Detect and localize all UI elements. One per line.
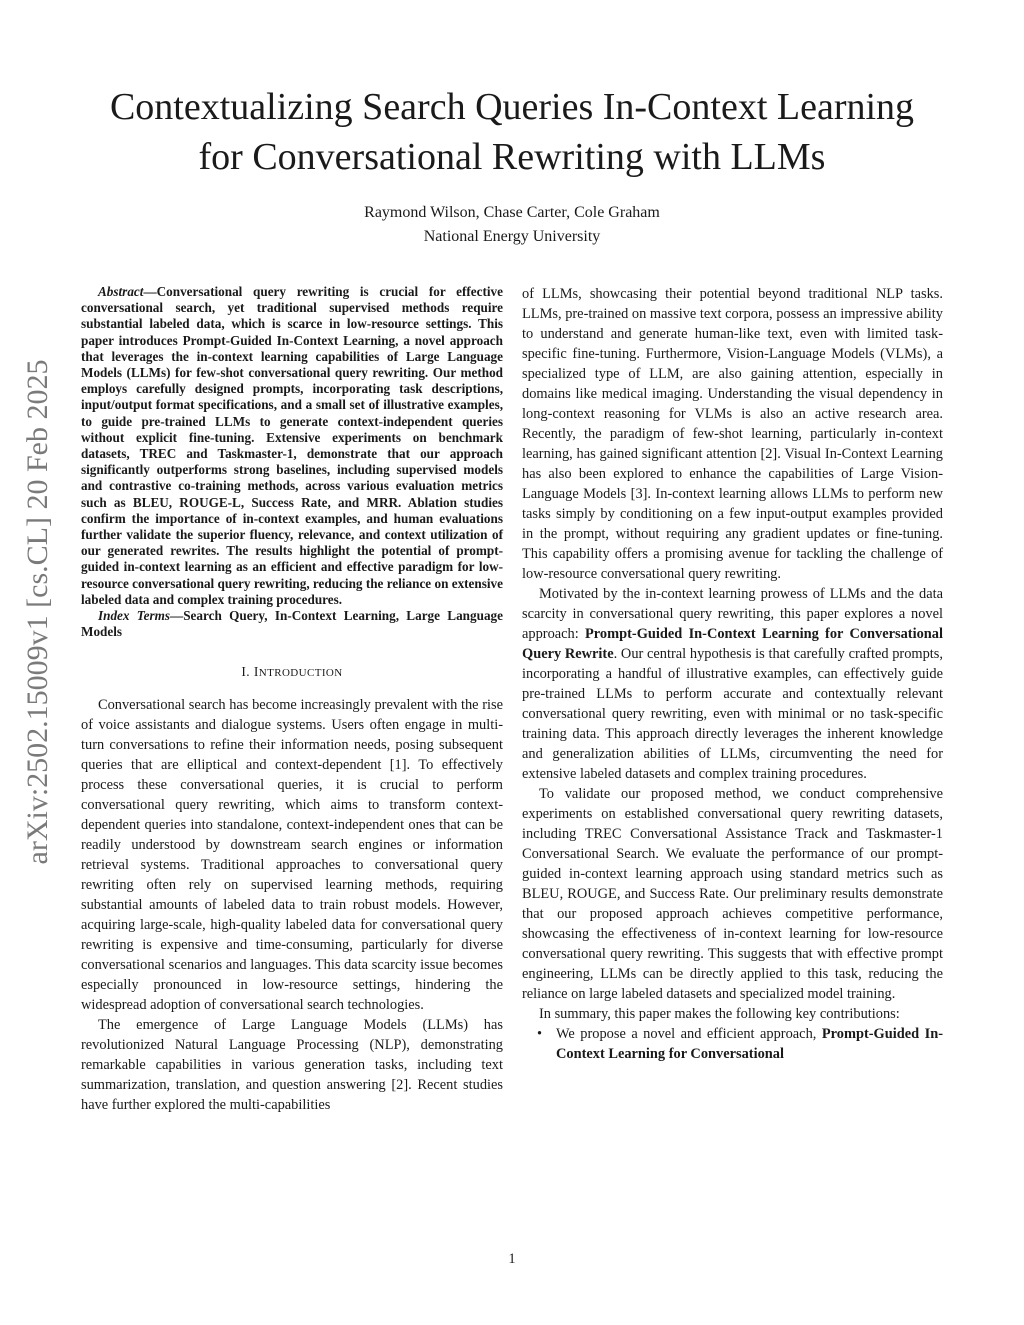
section-heading-introduction (81, 662, 503, 683)
abstract (81, 284, 503, 640)
section-title-rest: NTRODUCTION (258, 667, 343, 680)
intro-paragraph-1: Conversational search has become increasingly prevalent with the rise of voice assistants and dialogue systems. Users often engage in multi-turn conversations to refine their information needs, posing subsequent queries that are elliptical and context-dependent [1]. To effectively process these conversational queries, it is crucial to perform conversational query rewriting, which aims to transform context-dependent queries into standalone, context-independent ones that can be readily understood by downstream search engines or information retrieval systems. Traditional approaches to conversational query rewriting often rely on supervised learning methods, requiring substantial amounts of labeled data to train robust models. However, acquiring large-scale, high-quality labeled data for conversational query rewriting is expensive and time-consuming, particularly for diverse conversational scenarios and languages. This data scarcity issue becomes especially pronounced in low-resource settings, hindering the widespread adoption of conversational search technologies. (81, 697, 503, 1014)
abstract-body: Conversational query rewriting is crucial for effective conversational search, yet traditional supervised methods require substantial labeled data, which is scarce in low-resource settings. This paper introduces Prompt-Guided In-Context Learning, a novel approach that leverages the in-context learning capabilities of Large Language Models (LLMs) for few-shot conversational query rewriting. Our method employs carefully designed prompts, incorporating task descriptions, input/output format specifications, and a small set of illustrative examples, to guide pre-trained LLMs to generate context-independent queries without explicit fine-tuning. Extensive experiments on benchmark datasets, TREC and Taskmaster-1, demonstrate that our approach significantly outperforms strong baselines, including supervised models and contrastive co-training methods, across various evaluation metrics such as BLEU, ROUGE-L, Success Rate, and MRR. Ablation studies confirm the importance of in-context examples, and human evaluations further validate the superior fluency, relevance, and context utilization of our generated rewrites. The results highlight the potential of prompt-guided in-context learning as an efficient and effective paradigm for low-resource conversational query rewriting, reducing the reliance on extensive labeled data and complex training procedures. (81, 284, 503, 607)
bullet-text-before: We propose a novel and efficient approach, (556, 1026, 822, 1042)
title-line-1: Contextualizing Search Queries In-Context Learning (109, 86, 915, 128)
p3-text-before: Motivated by the in-context learning prowess of LLMs and the data scarcity in conversational query rewriting, this paper explores a novel approach: (522, 586, 943, 642)
intro-paragraph-4: To validate our proposed method, we conduct comprehensive experiments on established conversational query rewriting datasets, including TREC Conversational Assistance Track and Taskmaster-1 Conversational Search. We evaluate the performance of our prompt-guided in-context learning approach using standard metrics such as BLEU, ROUGE, and Success Rate. Our preliminary results demonstrate that our proposed approach achieves competitive performance, showcasing the effectiveness of in-context learning for low-resource conversational query rewriting. This suggests that with effective prompt engineering, LLMs can be directly applied to this task, reducing the reliance on large labeled datasets and specialized model training. (522, 786, 943, 1002)
index-terms (81, 608, 503, 640)
contributions-list (522, 1024, 943, 1064)
paper-title (60, 82, 964, 182)
section-title-initial: I (253, 664, 259, 680)
author-names: Raymond Wilson, Chase Carter, Cole Graham (364, 204, 660, 221)
index-terms-list: Search Query, In-Context Learning, Large Language Models (81, 608, 503, 640)
abstract-label: Abstract (98, 284, 144, 299)
abstract-dash: — (143, 284, 157, 299)
left-column (81, 284, 503, 1115)
index-terms-dash: — (170, 608, 184, 624)
intro-paragraph-5: In summary, this paper makes the following key contributions: (539, 1006, 900, 1022)
abstract-paragraph (81, 284, 503, 608)
intro-paragraph-2: The emergence of Large Language Models (LLMs) has revolutionized Natural Language Processing (NLP), demonstrating remarkable capabilities in various generation tasks, including text summarization, translation, and question answering [2]. Recent studies have further explored the multi-capabilities (81, 1017, 503, 1114)
arxiv-identifier: arXiv:2502.15009v1 [cs.CL] 20 Feb 2025 (21, 359, 54, 865)
intro-paragraph-2-continued: of LLMs, showcasing their potential beyond traditional NLP tasks. LLMs, pre-trained on massive text corpora, possess an impressive ability to understand and generate human-like text, even with limited task-specific fine-tuning. Furthermore, Vision-Language Models (VLMs), a specialized type of LLM, are also gaining attention, especially in domains like medical imaging. Understanding the visual dependency in long-context reasoning for VLMs is also an active research area. Recently, the paradigm of few-shot learning, particularly in-context learning, has gained significant attention [2]. Visual In-Context Learning has also been explored to enhance the capabilities of Large Vision-Language Models [3]. In-context learning allows LLMs to perform new tasks simply by conditioning on a few input-output examples provided in the prompt, without requiring any gradient updates or fine-tuning. This capability offers a promising avenue for tackling the challenge of low-resource conversational query rewriting. (522, 286, 943, 582)
method-name: Prompt-Guided In-Context Learning for Conversational Query Rewrite (522, 626, 943, 662)
p3-text-after: . Our central hypothesis is that carefully crafted prompts, incorporating a handful of illustrative examples, can effectively guide pre-trained LLMs to perform accurate and contextually relevant conversational query rewriting, even with minimal or no task-specific training data. This approach directly leverages the inherent knowledge and generalization abilities of LLMs, circumventing the need for extensive labeled datasets and complex training procedures. (522, 646, 943, 782)
right-column (522, 284, 943, 1064)
title-line-2: for Conversational Rewriting with LLMs (198, 136, 826, 178)
list-item (537, 1024, 943, 1064)
index-terms-label: Index Terms (98, 608, 171, 624)
bullet-icon: • (537, 1026, 543, 1042)
section-number: I. (241, 664, 254, 680)
intro-paragraph-3 (522, 584, 943, 784)
bullet-text-bold: Prompt-Guided In-Context Learning for Conversational (556, 1026, 943, 1062)
page-number: 1 (508, 1251, 516, 1267)
author-affiliation: National Energy University (423, 228, 601, 245)
author-block (60, 201, 964, 249)
